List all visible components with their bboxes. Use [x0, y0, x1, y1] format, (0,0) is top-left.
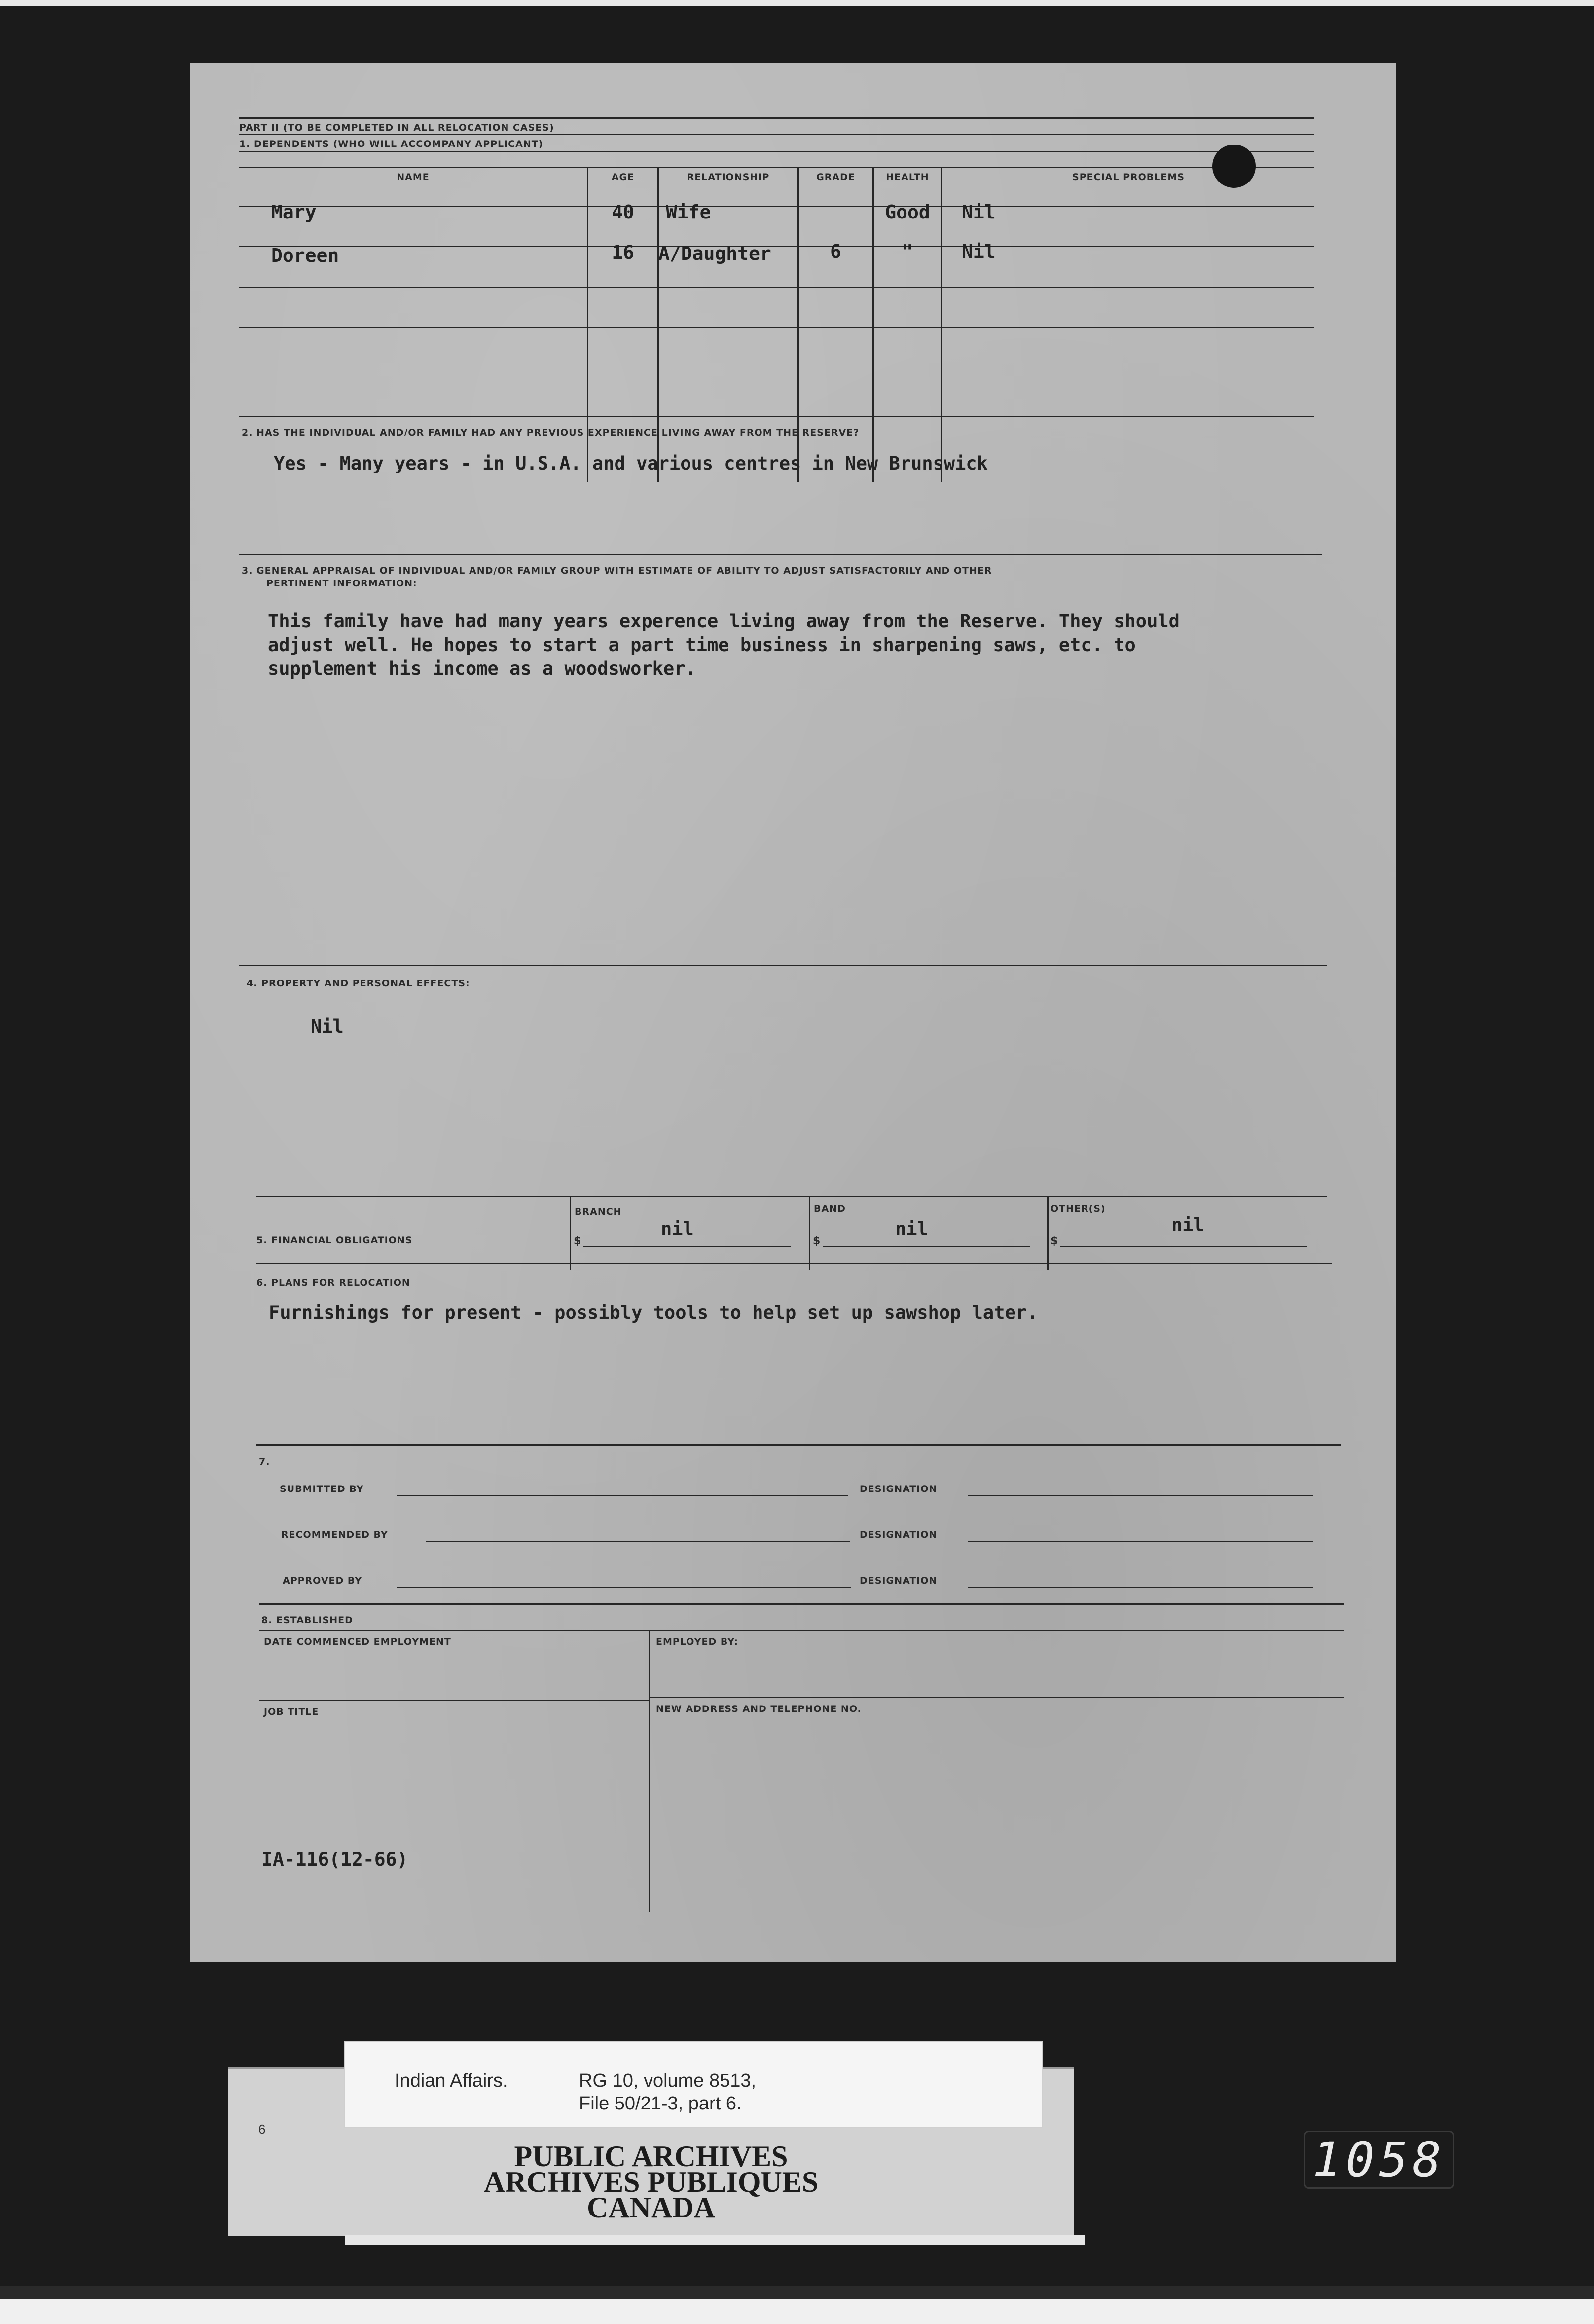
- dependent-relationship: A/Daughter: [658, 243, 771, 264]
- recommended-by-label: RECOMMENDED BY: [281, 1529, 388, 1540]
- relocation-plans-answer: Furnishings for present - possibly tools to help set up sawshop later.: [269, 1302, 1038, 1323]
- col-name-header: NAME: [397, 172, 430, 182]
- section-8-heading: 8. ESTABLISHED: [261, 1615, 353, 1626]
- others-label: OTHER(S): [1051, 1203, 1106, 1214]
- approved-by-label: APPROVED BY: [283, 1575, 362, 1586]
- label-edge: [345, 2235, 1085, 2245]
- archive-stamp-line: ARCHIVES PUBLIQUES: [483, 2166, 819, 2198]
- dependent-health: Good: [885, 201, 930, 223]
- property-answer: Nil: [311, 1016, 344, 1037]
- submitted-by-label: SUBMITTED BY: [280, 1484, 364, 1494]
- currency-symbol: $: [813, 1235, 821, 1247]
- dependent-age: 40: [612, 201, 634, 223]
- section-3-heading: 3. GENERAL APPRAISAL OF INDIVIDUAL AND/OR FAMILY GROUP WITH ESTIMATE OF ABILITY TO ADJUST SATISFACTORILY AND OTHER: [242, 565, 992, 576]
- col-relationship-header: RELATIONSHIP: [687, 172, 770, 182]
- dependent-special-problems: Nil: [962, 201, 996, 223]
- band-amount: nil: [895, 1218, 928, 1239]
- film-strip: [0, 2286, 1594, 2299]
- section-7-number: 7.: [259, 1456, 270, 1467]
- col-health-header: HEALTH: [886, 172, 929, 182]
- branch-label: BRANCH: [575, 1206, 622, 1217]
- currency-symbol: $: [574, 1235, 582, 1247]
- designation-label: DESIGNATION: [860, 1484, 938, 1494]
- currency-symbol: $: [1051, 1235, 1059, 1247]
- relocation-form-page: [190, 63, 1396, 1962]
- appraisal-line: supplement his income as a woodsworker.: [268, 658, 696, 679]
- section-4-heading: 4. PROPERTY AND PERSONAL EFFECTS:: [247, 978, 470, 989]
- archive-stamp-line: PUBLIC ARCHIVES: [514, 2140, 788, 2173]
- designation-label: DESIGNATION: [860, 1529, 938, 1540]
- archive-stamp-line: CANADA: [587, 2191, 715, 2224]
- new-address-label: NEW ADDRESS AND TELEPHONE NO.: [656, 1704, 862, 1714]
- appraisal-line: This family have had many years experence living away from the Reserve. They should: [268, 611, 1180, 632]
- section-1-heading: 1. DEPENDENTS (WHO WILL ACCOMPANY APPLICANT): [239, 139, 543, 149]
- dependent-name: Doreen: [271, 245, 339, 266]
- col-age-header: AGE: [611, 172, 635, 182]
- previous-experience-answer: Yes - Many years - in U.S.A. and various centres in New Brunswick: [274, 453, 988, 474]
- col-grade-header: GRADE: [816, 172, 855, 182]
- dependent-health: ": [902, 241, 913, 262]
- form-number: IA-116(12-66): [261, 1849, 408, 1870]
- dependent-special-problems: Nil: [962, 241, 996, 262]
- section-3-heading-cont: PERTINENT INFORMATION:: [266, 578, 417, 589]
- date-commenced-label: DATE COMMENCED EMPLOYMENT: [264, 1636, 451, 1647]
- film-edge-bottom: [0, 2299, 1594, 2324]
- frame-number: 1058: [1304, 2131, 1454, 2189]
- branch-amount: nil: [661, 1218, 694, 1239]
- dependent-grade: 6: [830, 241, 841, 262]
- archive-department: Indian Affairs.: [395, 2070, 508, 2091]
- section-2-heading: 2. HAS THE INDIVIDUAL AND/OR FAMILY HAD ANY PREVIOUS EXPERIENCE LIVING AWAY FROM THE RESERVE?: [242, 427, 860, 438]
- archive-reference-line: RG 10, volume 8513,: [579, 2070, 757, 2091]
- punch-hole: [1212, 145, 1256, 188]
- film-edge-top: [0, 0, 1594, 6]
- archive-reference-slip: [345, 2042, 1042, 2127]
- section-6-heading: 6. PLANS FOR RELOCATION: [256, 1277, 410, 1288]
- dependent-name: Mary: [271, 201, 317, 223]
- card-mark: 6: [258, 2122, 266, 2137]
- appraisal-line: adjust well. He hopes to start a part time business in sharpening saws, etc. to: [268, 634, 1136, 655]
- archive-reference-line: File 50/21-3, part 6.: [579, 2093, 742, 2114]
- col-special-problems-header: SPECIAL PROBLEMS: [1072, 172, 1185, 182]
- others-amount: nil: [1171, 1214, 1204, 1235]
- band-label: BAND: [814, 1203, 846, 1214]
- section-5-heading: 5. FINANCIAL OBLIGATIONS: [256, 1235, 413, 1246]
- dependent-relationship: Wife: [666, 201, 711, 223]
- employed-by-label: EMPLOYED BY:: [656, 1636, 738, 1647]
- dependent-age: 16: [612, 242, 634, 263]
- job-title-label: JOB TITLE: [264, 1707, 319, 1717]
- designation-label: DESIGNATION: [860, 1575, 938, 1586]
- part-header: PART II (TO BE COMPLETED IN ALL RELOCATION CASES): [239, 122, 554, 133]
